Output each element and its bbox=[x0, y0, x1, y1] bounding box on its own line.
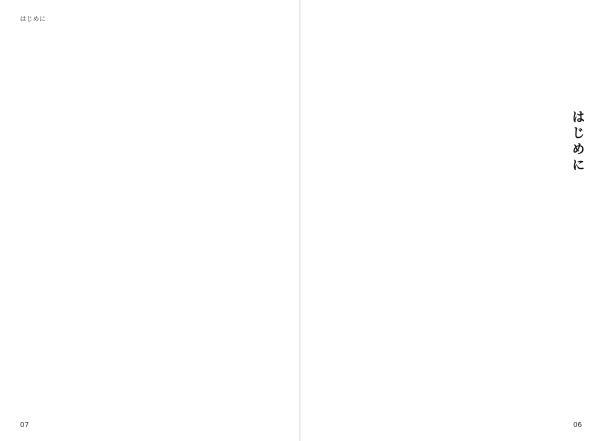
right-page bbox=[300, 0, 600, 441]
chapter-title: はじめに bbox=[569, 110, 584, 174]
running-head: はじめに bbox=[20, 16, 47, 23]
page-number-right: 06 bbox=[573, 421, 582, 429]
left-page-body bbox=[26, 70, 281, 384]
page-number-left: 07 bbox=[20, 421, 29, 429]
